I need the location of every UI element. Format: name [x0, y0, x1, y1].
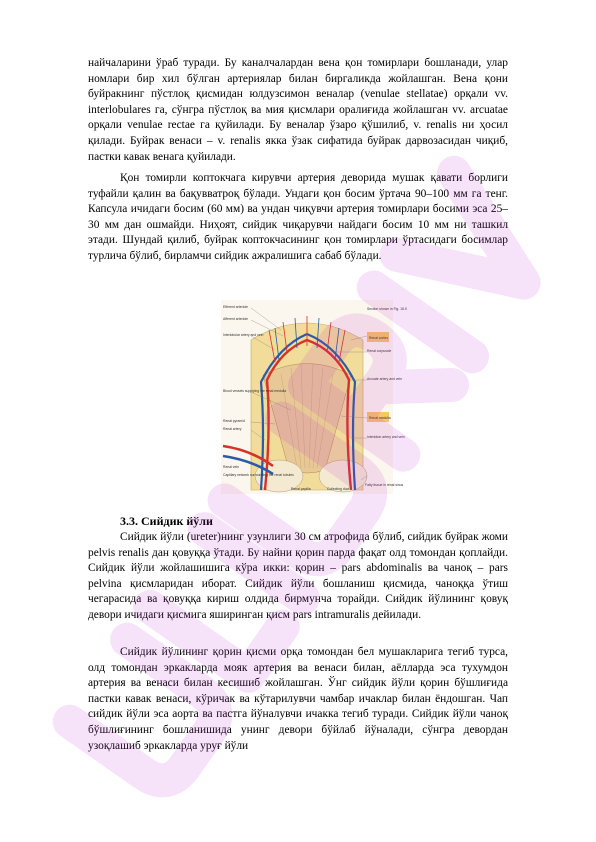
label-interlobar-vessels: Interlobar artery and vein — [367, 435, 405, 439]
label-section-shown: Section shown in Fig. 18.5 — [367, 307, 407, 311]
label-efferent-arteriole: Efferent arteriole — [223, 305, 249, 309]
paragraph-ureter-topography: Сийдик йўлининг қорин қисми орқа томондан бел мушакларига тегиб турса, олд томондан эркакларда мояк артерия ва венаси билан, аёлларда эса тухумдон артерия ва венаси билан кесишиб жойлашган. Ўнг сийдик йўли қорин бўшлиғида пастки кавак венаси, кўричак ва кўтарилувчи чамбар ичаклар билан ёндошган. Чап сийдик йўли эса аорта ва пастга йўналувчи ичакка тегиб туради. Сийдик йўли чаноқ бўшлиғининг бошланишида унинг девори бўйлаб йўналади, сўнгра девордан узоқлашиб эркакларда уруғ йўли — [88, 646, 508, 752]
label-collecting-duct: Collecting duct — [327, 487, 350, 491]
label-renal-medulla: Renal medulla — [369, 416, 391, 420]
label-interlobular-vessels: Interlobular artery and vein — [223, 333, 264, 337]
paragraph-blood-pressure: Қон томирли коптокчага кирувчи артерия деворида мушак қавати борлиги туфайли қалин ва бақувватроқ бўлади. Ундаги қон босим ўртача 90–100 мм га тенг. Капсула ичидаги босим (60 мм) ва ундан чиқувчи артерия томирлари босими эса 25–30 мм дан ошмайди. Ниҳоят, сийдик чиқарувчи найдаги босим 10 мм ни ташкил этади. Шундай қилиб, буйрак коптокчасининг қон томирлари ўртасидаги босимлар турлича бўлиб, бирламчи сийдик ажралишига сабаб бўлади. — [88, 172, 508, 262]
label-renal-corpuscle: Renal corpuscle — [367, 349, 392, 353]
kidney-blood-supply-figure — [221, 300, 407, 494]
label-renal-artery: Renal artery — [223, 427, 242, 431]
label-medulla-vessels: Blood vessels supplying the renal medulla — [223, 389, 287, 393]
label-renal-pyramid: Renal pyramid — [223, 419, 245, 423]
label-renal-papilla: Renal papilla — [291, 487, 311, 491]
label-afferent-arteriole: Afferent arteriole — [223, 317, 249, 321]
label-renal-cortex: Renal cortex — [369, 336, 389, 340]
label-capillary-network: Capillary network surrounding the renal tubules — [223, 473, 294, 477]
label-renal-vein: Renal vein — [223, 465, 240, 469]
label-arcuate-vessels: Arcuate artery and vein — [367, 377, 403, 381]
section-heading: 3.3. Сийдик йўли — [120, 514, 213, 528]
label-fatty-tissue: Fatty tissue in renal sinus — [365, 483, 404, 487]
paragraph-ureter-intro: Сийдик йўли (ureter)нинг узунлиги 30 см атрофида бўлиб, сийдик буйрак жоми pelvis renalis дан қовуққа ўтади. Бу найни қорин парда фақат олд томондан қоплайди. Сийдик йўли жойлашишига кўра икки: қорин – pars abdominalis ва чаноқ – pars pelvina қисмларидан иборат. Сийдик йўли бошланиш қисмида, чаноққа ўтиш чегарасида ва қовуққа кириш олдида бирмунча торайди. Сийдик йўлининг қовуқ девори ичидаги қисмига яширинган қисм pars intramuralis дейилади. — [88, 531, 508, 621]
paragraph-continuation: найчаларини ўраб туради. Бу каналчалардан вена қон томирлари бошланади, улар номлари бир хил бўлган артериялар билан биргаликда жойлашган. Вена қони буйракнинг пўстлоқ қисмидан юлдузсимон веналар (venulae stellatae) орқали vv. interlobulares га, сўнгра пўстлоқ ва мия қисмлари оралиғида жойлашган vv. arcuatae орқали venulae rectae га қуйилади. Бу веналар ўзаро қўшилиб, v. renalis ни ҳосил қилади. Буйрак венаси – v. renalis якка ўзак сифатида буйрак дарвозасидан чиқиб, пастки кавак венага қуйилади. — [88, 57, 508, 163]
